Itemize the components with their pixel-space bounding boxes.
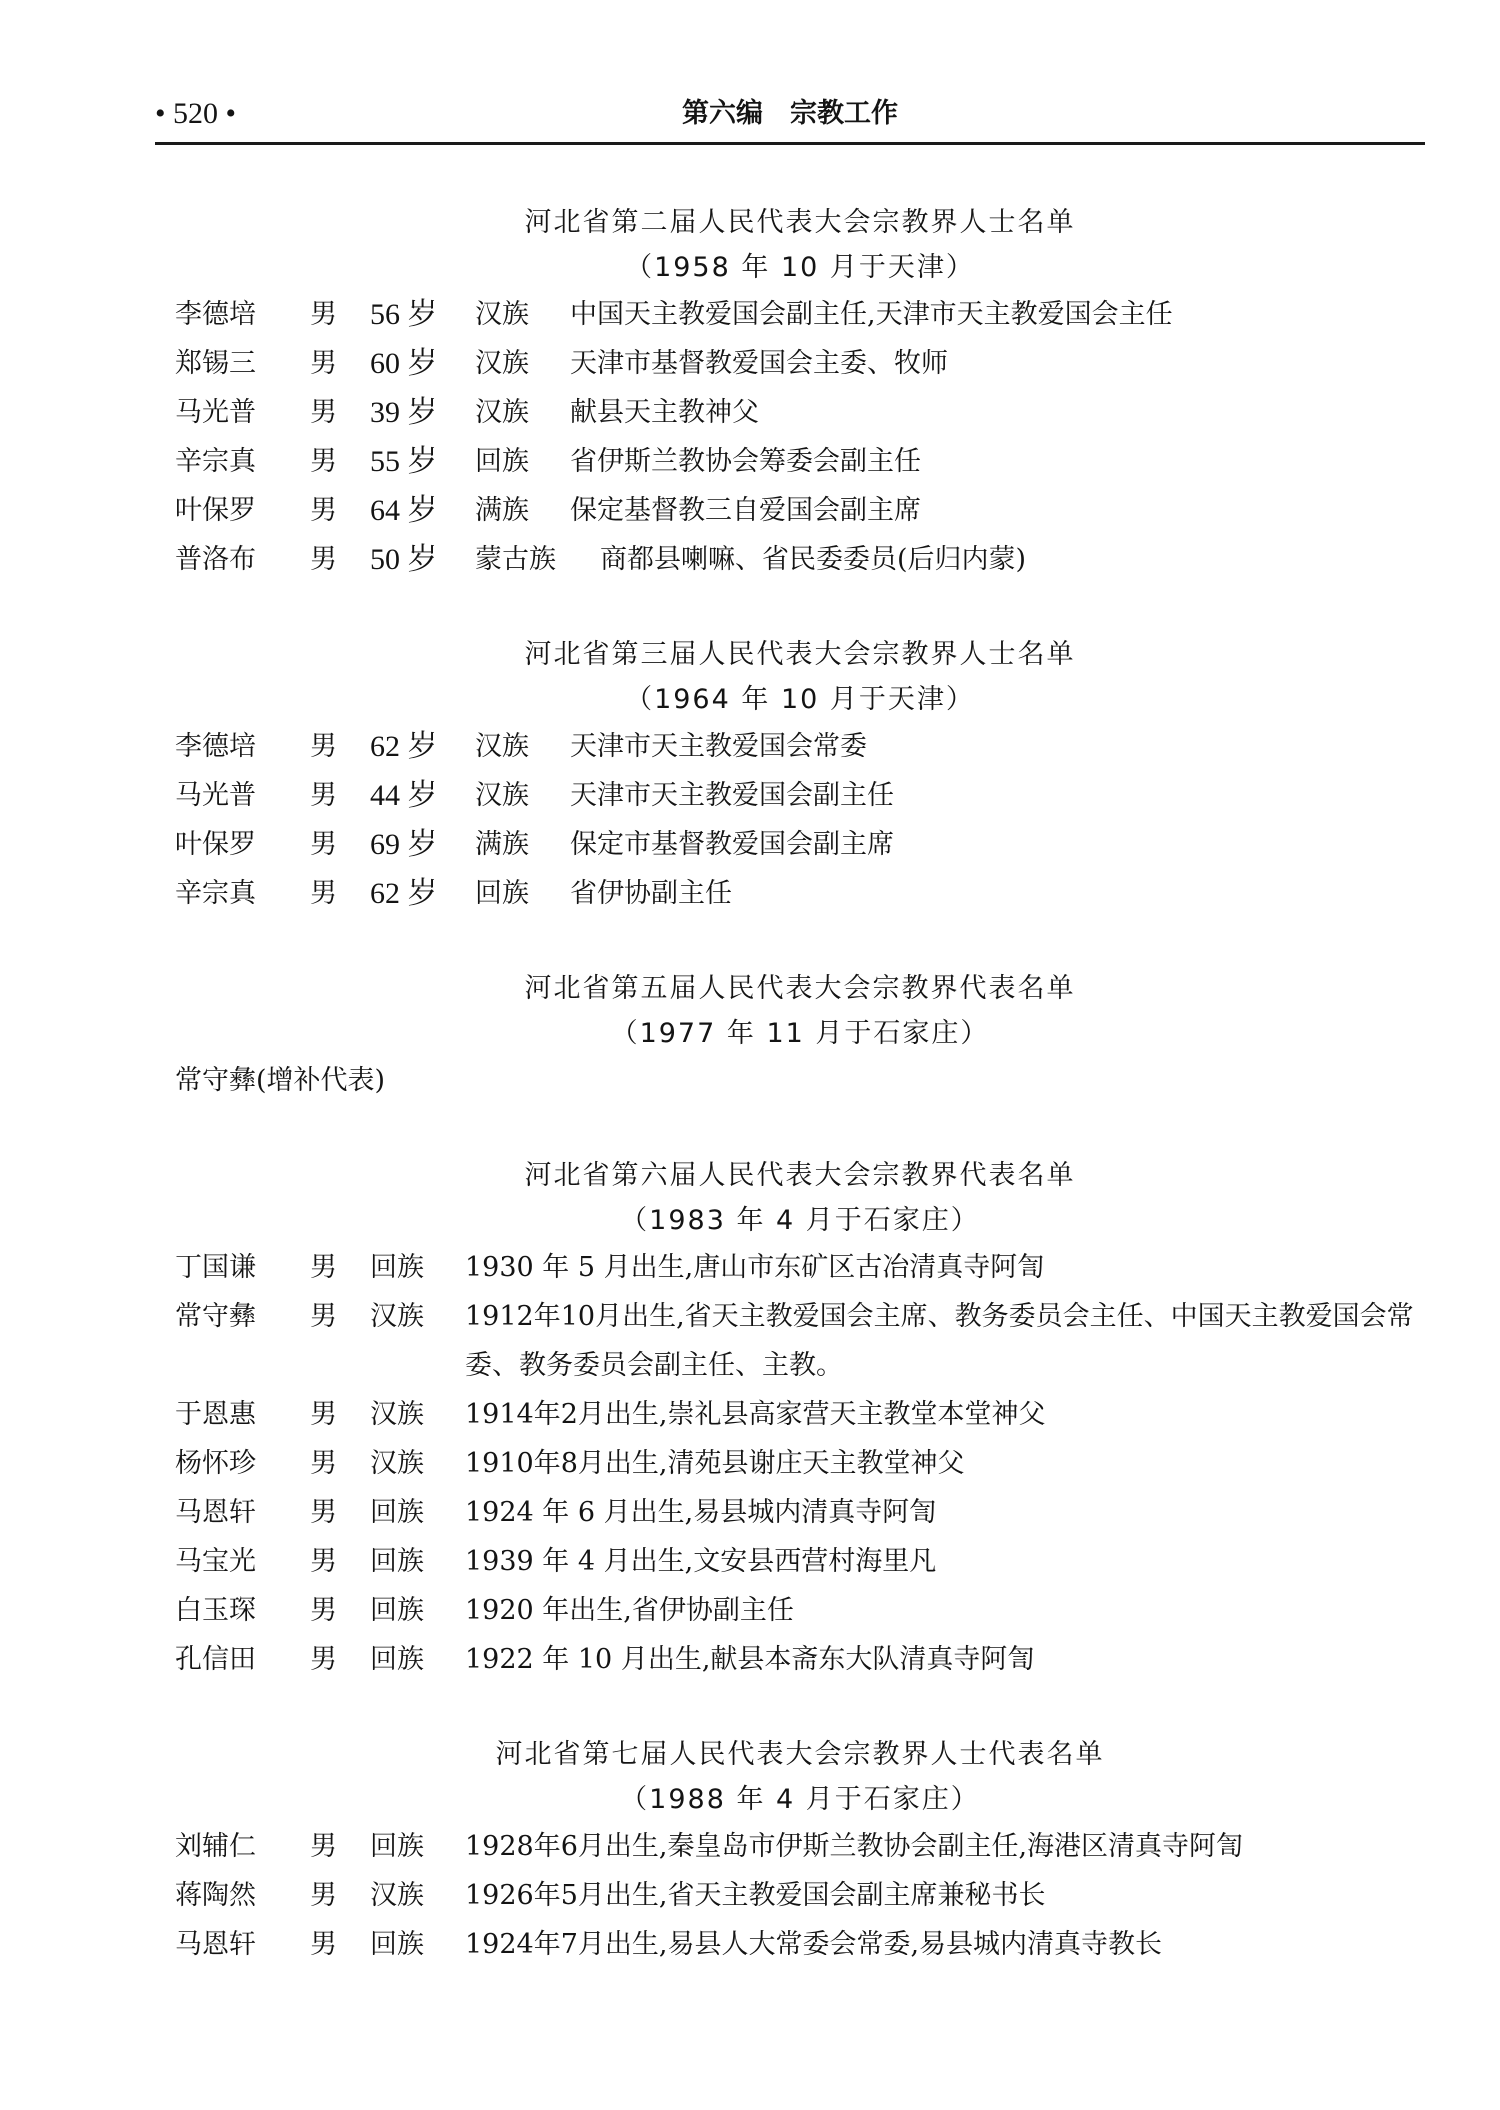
member-sex: 男 [310,1929,337,1960]
member-ethnicity: 汉族 [475,731,529,762]
member-sex: 男 [310,731,337,762]
member-ethnicity: 回族 [475,878,529,909]
member-description: 省伊斯兰教协会筹委会副主任 [570,446,921,477]
table-row [175,1292,1425,1390]
table-row [175,1871,1425,1920]
member-name: 白玉琛 [175,1595,256,1626]
member-description: 1910年8月出生,清苑县谢庄天主教堂神父 [465,1448,965,1479]
member-sex: 男 [310,1301,337,1332]
member-age: 56 岁 [370,298,438,331]
member-description: 天津市基督教爱国会主委、牧师 [570,348,948,379]
member-sex: 男 [310,495,337,526]
member-ethnicity: 回族 [370,1252,424,1283]
member-sex: 男 [310,1831,337,1862]
member-ethnicity: 满族 [475,495,529,526]
member-description: 1920 年出生,省伊协副主任 [465,1595,794,1626]
member-name: 马恩轩 [175,1929,256,1960]
member-description: 商都县喇嘛、省民委委员(后归内蒙) [600,544,1027,575]
member-name: 刘辅仁 [175,1831,256,1862]
member-sex: 男 [310,1595,337,1626]
member-description: 1914年2月出生,崇礼县高家营天主教堂本堂神父 [465,1399,1046,1430]
section-title: 河北省第三届人民代表大会宗教界人士名单 [524,639,1076,670]
member-age: 39 岁 [370,396,438,429]
table-row [175,722,1425,771]
member-description: 天津市天主教爱国会常委 [570,731,867,762]
member-age: 44 岁 [370,779,438,812]
member-description: 1924年7月出生,易县人大常委会常委,易县城内清真寺教长 [465,1929,1163,1960]
member-description: 1928年6月出生,秦皇岛市伊斯兰教协会副主任,海港区清真寺阿訇 [465,1831,1244,1862]
member-ethnicity: 汉族 [370,1301,424,1332]
running-head: 第六编 宗教工作 [682,98,898,129]
member-sex: 男 [310,397,337,428]
member-ethnicity: 回族 [370,1831,424,1862]
table-row [175,1920,1425,1969]
section-fifth-congress [175,966,1425,1105]
member-sex: 男 [310,1252,337,1283]
header-divider [155,142,1425,145]
member-age: 64 岁 [370,494,438,527]
member-description: 1926年5月出生,省天主教爱国会副主席兼秘书长 [465,1880,1046,1911]
member-name: 辛宗真 [175,446,256,477]
section-date: （1983 年 4 月于石家庄） [620,1205,980,1236]
member-name: 丁国谦 [175,1252,256,1283]
table-row [175,437,1425,486]
member-ethnicity: 回族 [370,1929,424,1960]
member-description: 天津市天主教爱国会副主任 [570,780,894,811]
table-row [175,1822,1425,1871]
table-row [175,771,1425,820]
member-ethnicity: 回族 [370,1497,424,1528]
member-sex: 男 [310,829,337,860]
table-row [175,388,1425,437]
page-number: • 520 • [155,97,237,130]
member-name: 杨怀珍 [175,1448,256,1479]
section-second-congress [175,200,1425,584]
table-row [175,339,1425,388]
member-ethnicity: 汉族 [475,299,529,330]
member-sex: 男 [310,446,337,477]
table-row [175,1243,1425,1292]
member-ethnicity: 回族 [370,1644,424,1675]
member-name: 李德培 [175,299,256,330]
member-name: 蒋陶然 [175,1880,256,1911]
member-sex: 男 [310,1880,337,1911]
table-row [175,1390,1425,1439]
member-name: 李德培 [175,731,256,762]
member-age: 50 岁 [370,543,438,576]
member-description: 1924 年 6 月出生,易县城内清真寺阿訇 [465,1497,937,1528]
member-name: 普洛布 [175,544,256,575]
member-name: 叶保罗 [175,495,256,526]
table-row [175,869,1425,918]
section-date: （1977 年 11 月于石家庄） [610,1018,990,1049]
member-description: 1939 年 4 月出生,文安县西营村海里凡 [465,1546,937,1577]
member-ethnicity: 回族 [370,1595,424,1626]
member-sex: 男 [310,299,337,330]
table-row [175,1635,1425,1684]
member-name: 马宝光 [175,1546,256,1577]
table-row [175,820,1425,869]
table-row [175,290,1425,339]
member-name: 马光普 [175,780,256,811]
member-sex: 男 [310,1644,337,1675]
member-name: 辛宗真 [175,878,256,909]
member-name: 叶保罗 [175,829,256,860]
member-ethnicity: 回族 [370,1546,424,1577]
member-sex: 男 [310,544,337,575]
member-name: 孔信田 [175,1644,256,1675]
member-description: 省伊协副主任 [570,878,732,909]
table-row [175,1439,1425,1488]
member-ethnicity: 蒙古族 [475,544,556,575]
section-seventh-congress [175,1732,1425,1969]
member-sex: 男 [310,1448,337,1479]
document-body [175,200,1425,2017]
member-name: 于恩惠 [175,1399,256,1430]
section-title: 河北省第七届人民代表大会宗教界人士代表名单 [495,1739,1105,1770]
table-row [175,1488,1425,1537]
member-sex: 男 [310,878,337,909]
member-age: 55 岁 [370,445,438,478]
section-sixth-congress [175,1153,1425,1684]
member-description: 保定市基督教爱国会副主席 [570,829,894,860]
member-name: 马恩轩 [175,1497,256,1528]
section-third-congress [175,632,1425,918]
member-name: 郑锡三 [175,348,256,379]
member-description: 中国天主教爱国会副主任,天津市天主教爱国会主任 [570,299,1173,330]
member-age: 62 岁 [370,730,438,763]
member-ethnicity: 汉族 [370,1399,424,1430]
member-description: 保定基督教三自爱国会副主席 [570,495,921,526]
member-sex: 男 [310,780,337,811]
page-header [155,92,1425,136]
member-description: 1912年10月出生,省天主教爱国会主席、教务委员会主任、中国天主教爱国会常委、教务委员会副主任、主教。 [465,1301,1414,1381]
member-age: 60 岁 [370,347,438,380]
member-age: 69 岁 [370,828,438,861]
section-date: （1988 年 4 月于石家庄） [620,1784,980,1815]
section-date: （1964 年 10 月于天津） [625,684,975,715]
member-sex: 男 [310,1497,337,1528]
member-description: 1930 年 5 月出生,唐山市东矿区古冶清真寺阿訇 [465,1252,1045,1283]
member-ethnicity: 汉族 [370,1448,424,1479]
member-name: 马光普 [175,397,256,428]
member-note: 常守彝(增补代表) [175,1065,386,1096]
member-ethnicity: 汉族 [475,780,529,811]
section-title: 河北省第六届人民代表大会宗教界代表名单 [524,1160,1076,1191]
member-description: 1922 年 10 月出生,献县本斋东大队清真寺阿訇 [465,1644,1035,1675]
member-description: 献县天主教神父 [570,397,759,428]
member-name: 常守彝 [175,1301,256,1332]
section-title: 河北省第五届人民代表大会宗教界代表名单 [524,973,1076,1004]
member-ethnicity: 汉族 [475,397,529,428]
section-title: 河北省第二届人民代表大会宗教界人士名单 [524,207,1076,238]
member-ethnicity: 汉族 [475,348,529,379]
table-row [175,535,1425,584]
section-date: （1958 年 10 月于天津） [625,252,975,283]
member-age: 62 岁 [370,877,438,910]
member-ethnicity: 汉族 [370,1880,424,1911]
table-row [175,486,1425,535]
member-ethnicity: 回族 [475,446,529,477]
member-ethnicity: 满族 [475,829,529,860]
table-row [175,1537,1425,1586]
table-row [175,1586,1425,1635]
member-sex: 男 [310,1546,337,1577]
member-sex: 男 [310,1399,337,1430]
member-sex: 男 [310,348,337,379]
